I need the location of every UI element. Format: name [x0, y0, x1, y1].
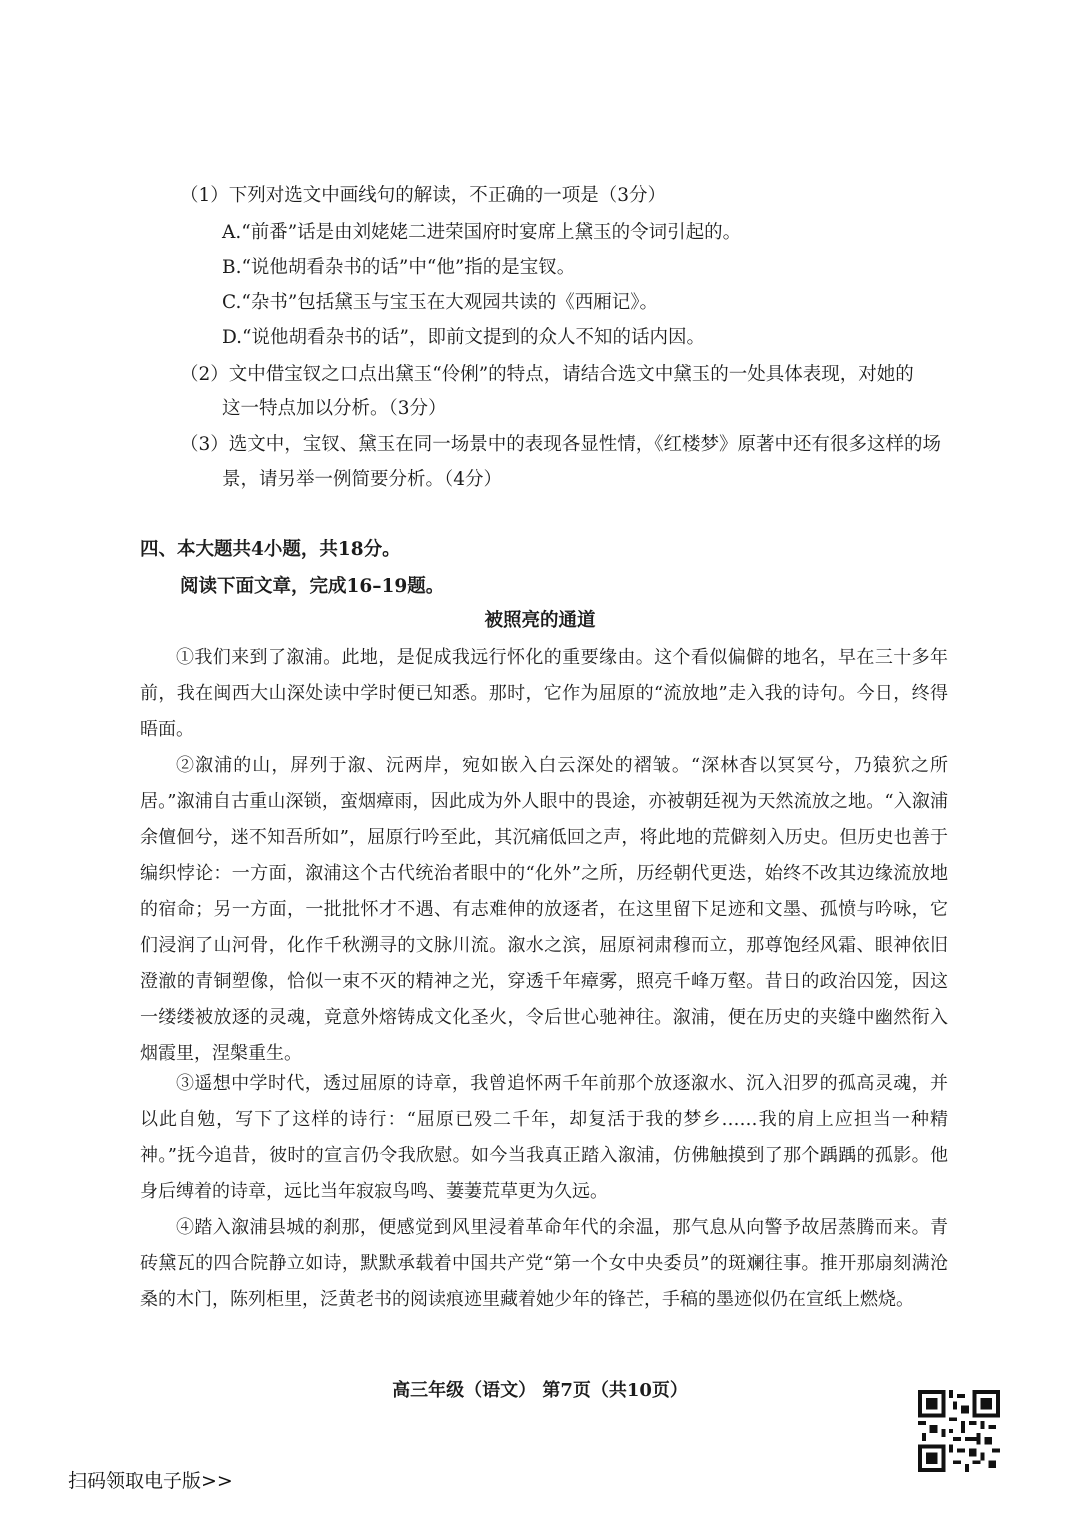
- question-3-line-1: （3）选文中，宝钗、黛玉在同一场景中的表现各显性情，《红楼梦》原著中还有很多这样的场: [180, 434, 942, 455]
- option-c: C.“杂书”包括黛玉与宝玉在大观园共读的《西厢记》。: [222, 292, 659, 313]
- article-paragraph-3: ③遥想中学时代，透过屈原的诗章，我曾追怀两千年前那个放逐溆水、沉入汨罗的孤高灵魂，并以此自勉，写下了这样的诗行：“屈原已殁二千年，却复活于我的梦乡……我的肩上应担当一种精神。”抚今追昔，彼时的宣言仍令我欣慰。如今当我真正踏入溆浦，仿佛触摸到了那个踽踽的孤影。他身后缚着的诗章，远比当年寂寂鸟鸣、萋萋荒草更为久远。: [140, 1073, 948, 1202]
- article-paragraph-4: ④踏入溆浦县城的刹那，便感觉到风里浸着革命年代的余温，那气息从向警予故居蒸腾而来。青砖黛瓦的四合院静立如诗，默默承载着中国共产党“第一个女中央委员”的斑斓往事。推开那扇刻满沧桑的木门，陈列柜里，泛黄老书的阅读痕迹里藏着她少年的锋芒，手稿的墨迹似仍在宣纸上燃烧。: [140, 1217, 948, 1310]
- page-footer: 高三年级（语文） 第7页（共10页）: [392, 1380, 688, 1401]
- section-heading: 四、本大题共4小题，共18分。: [140, 539, 401, 560]
- question-3-line-2: 景，请另举一例简要分析。（4分）: [222, 469, 503, 490]
- question-2-line-1: （2）文中借宝钗之口点出黛玉“伶俐”的特点，请结合选文中黛玉的一处具体表现，对她的: [180, 364, 914, 385]
- option-b: B.“说他胡看杂书的话”中“他”指的是宝钗。: [222, 257, 576, 278]
- option-a: A.“前番”话是由刘姥姥二进荣国府时宴席上黛玉的令词引起的。: [222, 222, 742, 243]
- question-1: （1）下列对选文中画线句的解读，不正确的一项是（3分）: [180, 185, 667, 206]
- scan-prompt: 扫码领取电子版>>: [68, 1470, 233, 1492]
- article-paragraph-2: ②溆浦的山，屏列于溆、沅两岸，宛如嵌入白云深处的褶皱。“深林杳以冥冥兮，乃猿狖之所居。”溆浦自古重山深锁，蛮烟瘴雨，因此成为外人眼中的畏途，亦被朝廷视为天然流放之地。“入溆浦余儃佪兮，迷不知吾所如”，屈原行吟至此，其沉痛低回之声，将此地的荒僻刻入历史。但历史也善于编织悖论：一方面，溆浦这个古代统治者眼中的“化外”之所，历经朝代更迭，始终不改其边缘流放地的宿命；另一方面，一批批怀才不遇、有志难伸的放逐者，在这里留下足迹和文墨、孤愤与吟咏，它们浸润了山河骨，化作千秋溯寻的文脉川流。溆水之滨，屈原祠肃穆而立，那尊饱经风霜、眼神依旧澄澈的青铜塑像，恰似一束不灭的精神之光，穿透千年瘴雾，照亮千峰万壑。昔日的政治囚笼，因这一缕缕被放逐的灵魂，竟意外熔铸成文化圣火，令后世心驰神往。溆浦，便在历史的夹缝中幽然衔入烟霞里，涅槃重生。: [140, 755, 948, 1064]
- question-2-line-2: 这一特点加以分析。（3分）: [222, 398, 447, 419]
- qr-code-icon: [918, 1390, 1000, 1472]
- article-title: 被照亮的通道: [484, 610, 596, 631]
- option-d: D.“说他胡看杂书的话”，即前文提到的众人不知的话内因。: [222, 327, 705, 348]
- section-instruction: 阅读下面文章，完成16–19题。: [180, 576, 445, 597]
- article-paragraph-1: ①我们来到了溆浦。此地，是促成我远行怀化的重要缘由。这个看似偏僻的地名，早在三十多年前，我在闽西大山深处读中学时便已知悉。那时，它作为屈原的“流放地”走入我的诗句。今日，终得晤面。: [140, 647, 948, 740]
